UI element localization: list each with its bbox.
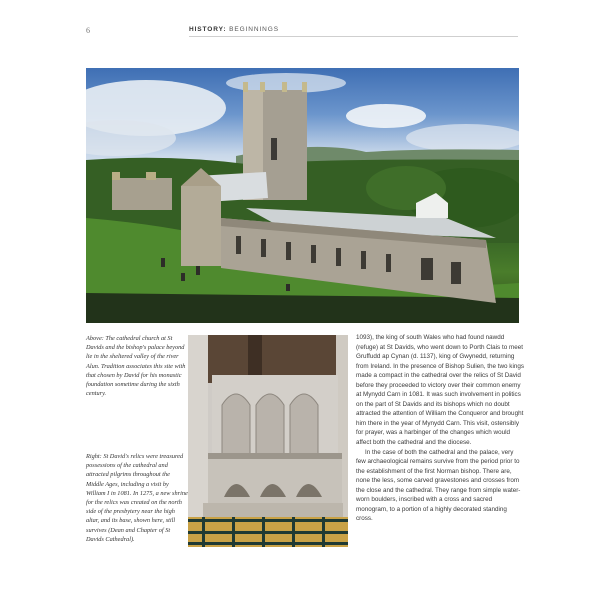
header-rule (189, 36, 518, 37)
caption-above: Above: The cathedral church at St Davids and the bishop's palace beyond lie in the sheltered valley of the river Alun. Tradition associates this site with that chosen by David for his monastic foundation sometime during the sixth century. (86, 335, 186, 398)
shrine-photo (188, 335, 348, 547)
cathedral-photo (86, 68, 519, 323)
running-head-subsection: BEGINNINGS (226, 26, 279, 33)
body-paragraph-2: In the case of both the cathedral and the palace, very few archaeological remains survive from the period prior to the establishment of the first Norman bishop. There are, none the less, some carved gravestones and crosses from the close and the cathedral. They range from simple water-worn boulders, inscribed with a cross and sacred monogram, to a portion of a highly decorated standing cross. (356, 448, 521, 523)
body-text (356, 333, 524, 524)
running-head (189, 26, 279, 33)
caption-right: Right: St David's relics were treasured possessions of the cathedral and attracted pilgrims throughout the Middle Ages, including a visit by William I in 1081. In 1275, a new shrine for the relics was created on the north side of the presbytery near the high altar, and its base, shown here, still survives (Dean and Chapter of St Davids Cathedral). (86, 453, 188, 543)
shrine-photo-icon (188, 335, 348, 547)
running-head-section: HISTORY: (189, 26, 227, 33)
body-paragraph-1: 1093), the king of south Wales who had found nawdd (refuge) at St Davids, who went down to Porth Clais to meet Gruffudd ap Cynan (d. 1137), king of Gwynedd, returning from Ireland. In the presence of Bishop Sulien, the two kings made a compact in the cathedral over the relics of St David before they proceeded to victory over their common enemy at Mynydd Carn in 1081. It was such involvement in politics on the part of St Davids and its bishops which no doubt attracted the attention of William the Conqueror and brought him there in the year of Mynydd Carn. This visit, ostensibly for prayer, was a harbinger of the changes which would affect both the cathedral and the diocese. (356, 334, 525, 447)
page-number: 6 (86, 26, 90, 35)
cathedral-photo-icon (86, 68, 519, 323)
